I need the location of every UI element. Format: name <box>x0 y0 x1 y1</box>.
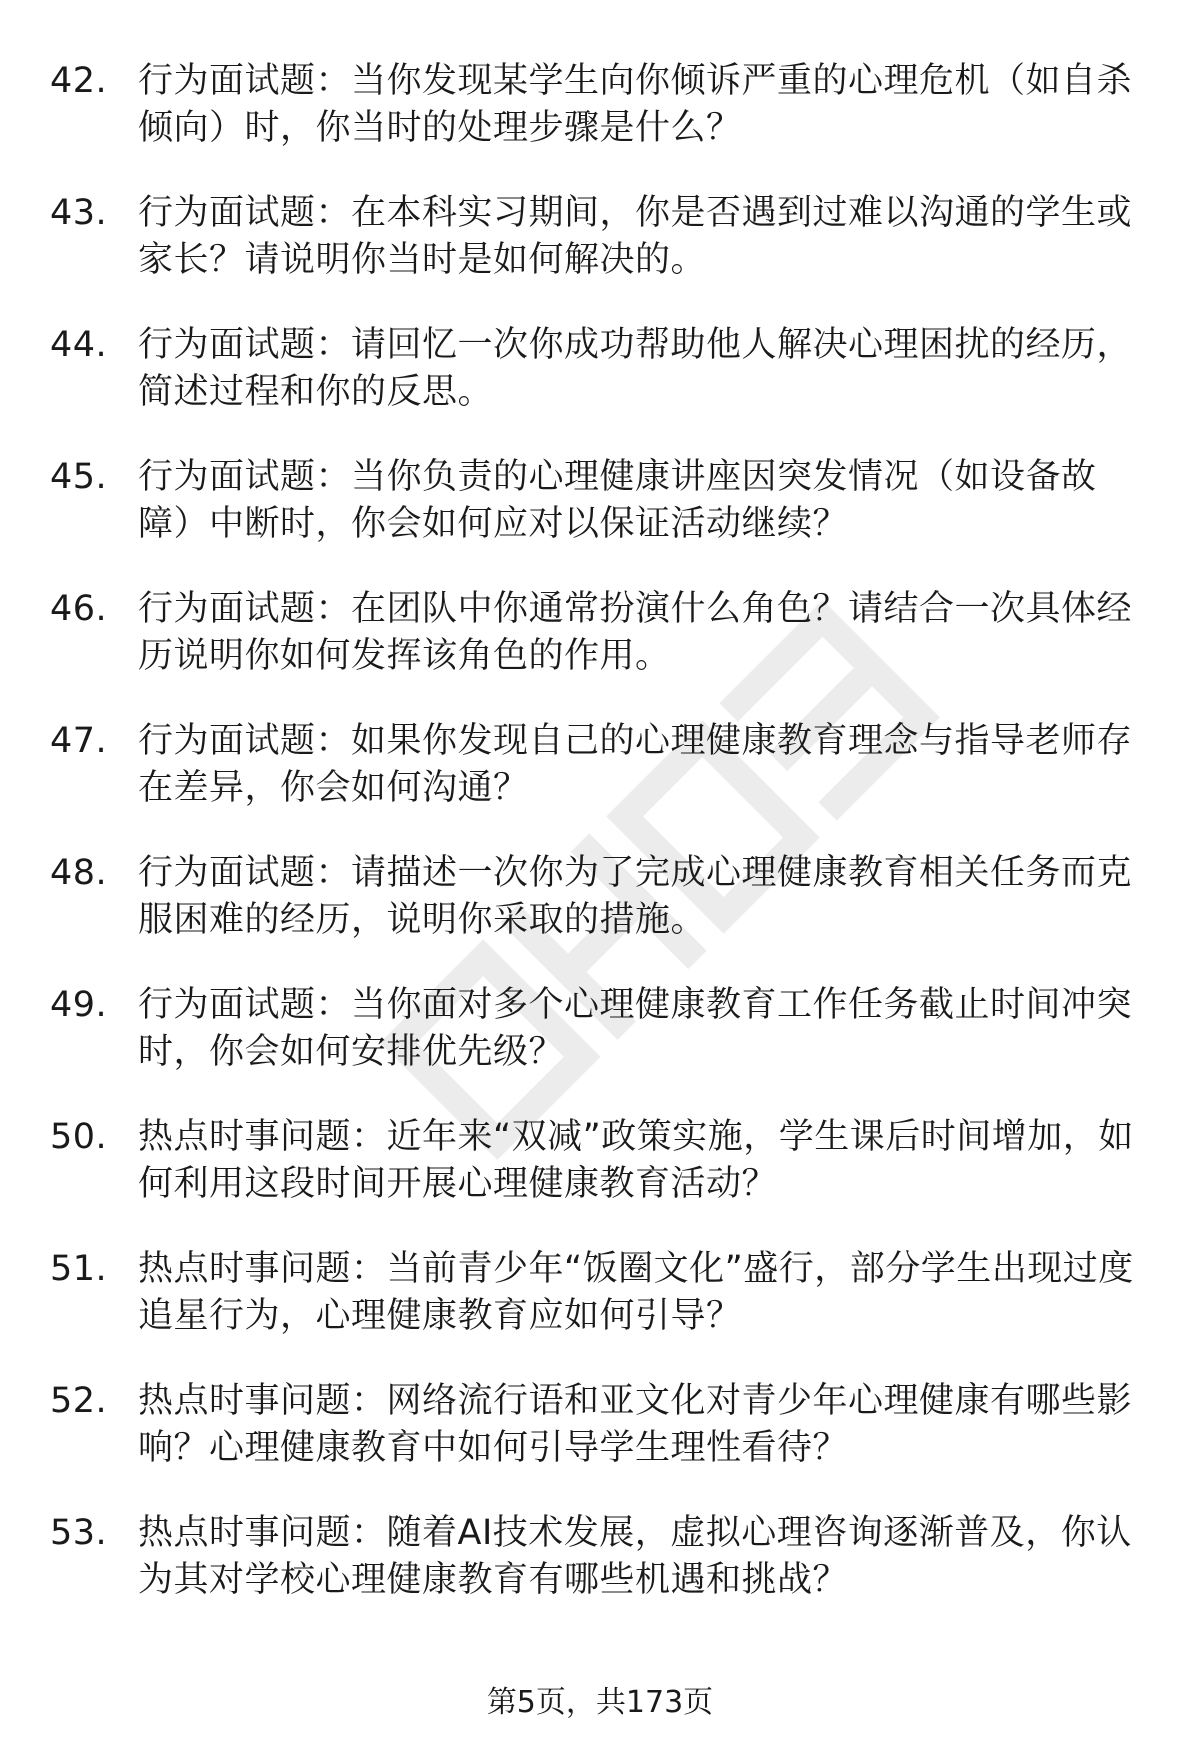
question-text: 行为面试题：当你面对多个心理健康教育工作任务截止时间冲突时，你会如何安排优先级？ <box>138 985 1133 1072</box>
question-text: 热点时事问题：随着AI技术发展，虚拟心理咨询逐渐普及，你认为其对学校心理健康教育有哪些机遇和挑战？ <box>138 1513 1132 1600</box>
list-item <box>50 1378 1150 1510</box>
question-list <box>50 58 1150 1642</box>
list-item <box>50 454 1150 586</box>
list-item <box>50 1246 1150 1378</box>
list-item <box>50 190 1150 322</box>
question-text: 行为面试题：在团队中你通常扮演什么角色？请结合一次具体经历说明你如何发挥该角色的作用。 <box>138 589 1133 676</box>
list-item <box>50 586 1150 718</box>
list-item <box>50 1114 1150 1246</box>
list-item <box>50 1510 1150 1642</box>
question-number: 47. <box>50 721 108 761</box>
question-text: 行为面试题：当你发现某学生向你倾诉严重的心理危机（如自杀倾向）时，你当时的处理步骤是什么？ <box>138 61 1133 148</box>
list-item <box>50 718 1150 850</box>
question-text: 热点时事问题：近年来“双减”政策实施，学生课后时间增加，如何利用这段时间开展心理健康教育活动？ <box>138 1117 1134 1204</box>
question-text: 行为面试题：当你负责的心理健康讲座因突发情况（如设备故障）中断时，你会如何应对以保证活动继续？ <box>138 457 1097 544</box>
question-text: 行为面试题：请描述一次你为了完成心理健康教育相关任务而克服困难的经历，说明你采取的措施。 <box>138 853 1133 940</box>
question-number: 52. <box>50 1381 108 1421</box>
question-number: 53. <box>50 1513 108 1553</box>
question-number: 43. <box>50 193 108 233</box>
question-text: 行为面试题：在本科实习期间，你是否遇到过难以沟通的学生或家长？请说明你当时是如何解决的。 <box>138 193 1133 280</box>
question-number: 49. <box>50 985 108 1025</box>
list-item <box>50 322 1150 454</box>
question-number: 44. <box>50 325 108 365</box>
list-item <box>50 58 1150 190</box>
question-text: 行为面试题：请回忆一次你成功帮助他人解决心理困扰的经历，简述过程和你的反思。 <box>138 325 1133 412</box>
question-number: 42. <box>50 61 108 101</box>
question-number: 50. <box>50 1117 108 1157</box>
list-item <box>50 850 1150 982</box>
list-item <box>50 982 1150 1114</box>
question-number: 46. <box>50 589 108 629</box>
question-text: 行为面试题：如果你发现自己的心理健康教育理念与指导老师存在差异，你会如何沟通？ <box>138 721 1133 808</box>
question-text: 热点时事问题：网络流行语和亚文化对青少年心理健康有哪些影响？心理健康教育中如何引导学生理性看待？ <box>138 1381 1133 1468</box>
question-number: 48. <box>50 853 108 893</box>
question-number: 45. <box>50 457 108 497</box>
page-number-footer: 第5页，共173页 <box>486 1685 714 1720</box>
question-number: 51. <box>50 1249 108 1289</box>
question-text: 热点时事问题：当前青少年“饭圈文化”盛行，部分学生出现过度追星行为，心理健康教育应如何引导？ <box>138 1249 1134 1336</box>
